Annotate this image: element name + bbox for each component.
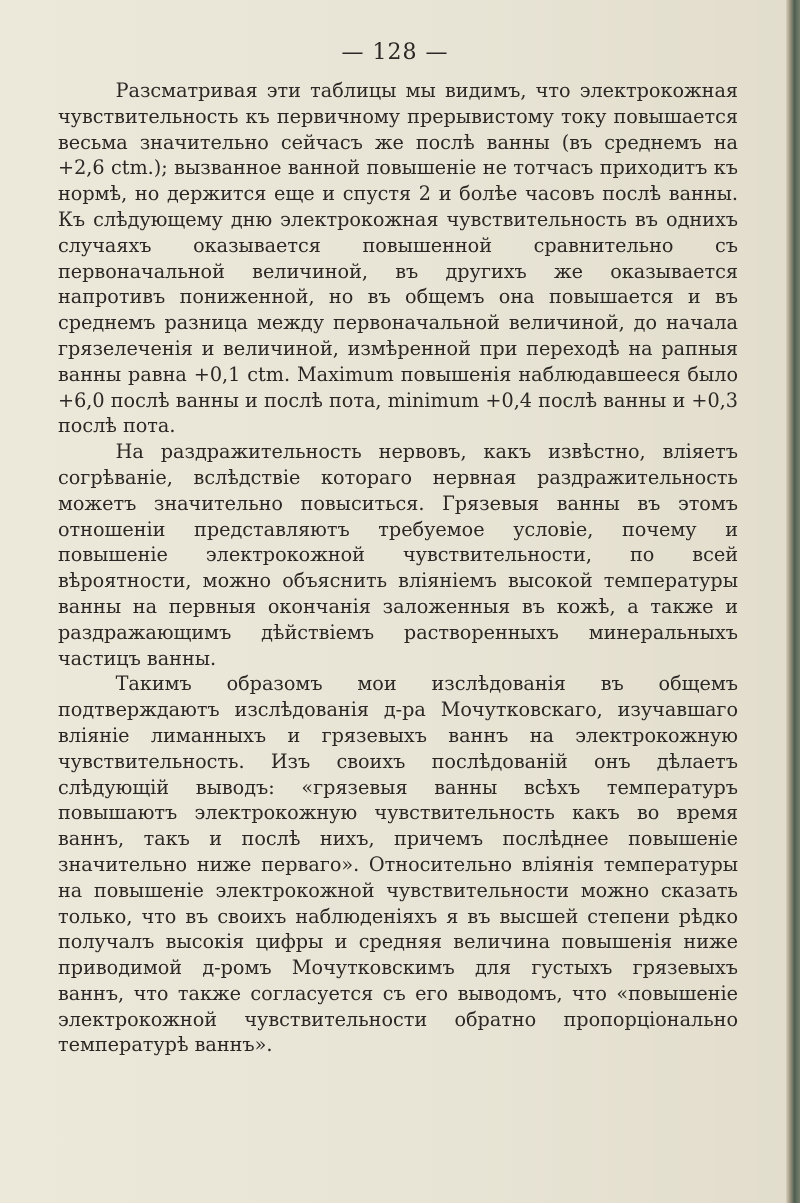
paragraph-1: Разсматривая эти таблицы мы видимъ, что электрокожная чувствительность къ первичному прерывистому току повышается весьма значительно сейчасъ же послѣ ванны (въ среднемъ на +2,6 ctm.); вызванное ванной повышеніе не тотчасъ приходитъ къ нормѣ, но держится еще и спустя 2 и болѣе часовъ послѣ ванны. Къ слѣдующему дню электрокожная чувствительность въ однихъ случаяхъ оказывается повышенной сравнительно съ первоначальной величиной, въ другихъ же оказывается напротивъ пониженной, но въ общемъ она повышается и въ среднемъ разница между первоначальной величиной, до начала грязелеченія и величиной, измѣренной при переходѣ на рапныя ванны равна +0,1 ctm. Maximum повышенія наблюдавшееся было +6,0 послѣ ванны и послѣ пота, minimum +0,4 послѣ ванны и +0,3 послѣ пота. [58,79,738,438]
paragraph-2: На раздражительность нервовъ, какъ извѣстно, вліяетъ согрѣваніе, вслѣдствіе котораго нервная раздражительность можетъ значительно повыситься. Грязевыя ванны въ этомъ отношеніи представляютъ требуемое условіе, почему и повышеніе электрокожной чувствительности, по всей вѣроятности, можно объяснить вліяніемъ высокой температуры ванны на первныя окончанія заложенныя въ кожѣ, а также и раздражающимъ дѣйствіемъ растворенныхъ минеральныхъ частицъ ванны. [58,440,738,670]
paragraph-3: Такимъ образомъ мои изслѣдованія въ общемъ подтверждаютъ изслѣдованія д-ра Мочутковскаго, изучавшаго вліяніе лиманныхъ и грязевыхъ ваннъ на электрокожную чувствительность. Изъ своихъ послѣдованій онъ дѣлаетъ слѣдующій выводъ: «грязевыя ванны всѣхъ температуръ повышаютъ электрокожную чувствительность какъ во время ваннъ, такъ и послѣ нихъ, причемъ послѣднее повышеніе значительно ниже перваго». Относительно вліянія температуры на повышеніе электрокожной чувствительности можно сказать только, что въ своихъ наблюденіяхъ я въ высшей степени рѣдко получалъ высокія цифры и средняя величина повышенія ниже приводимой д-ромъ Мочутковскимъ для густыхъ грязевыхъ ваннъ, что также согласуется съ его выводомъ, что «повышеніе электрокожной чувствительности обратно пропорціонально температурѣ ваннъ». [58,672,738,1057]
body-text [58,78,738,1058]
page-number: — 128 — [341,40,449,65]
page-edge-binding [786,0,800,1203]
